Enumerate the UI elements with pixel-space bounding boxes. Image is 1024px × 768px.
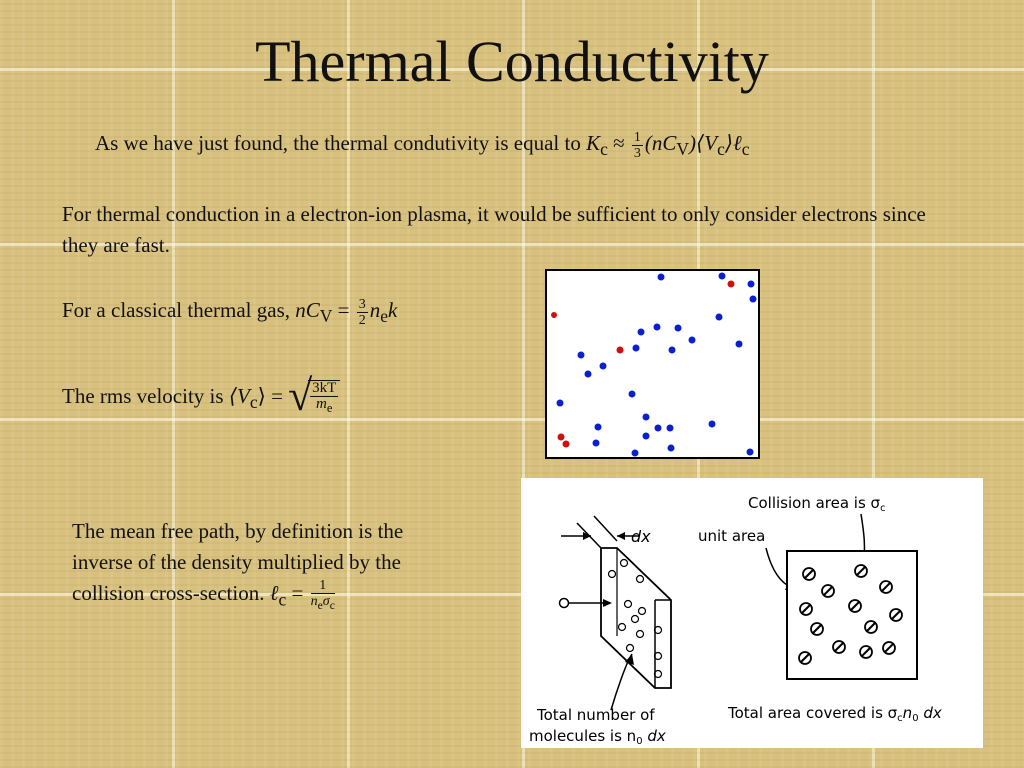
particle-box [545,269,760,459]
collision-area-label: Collision area is $\sigma_c$ [748,494,886,514]
approx-sign: ≈ [613,131,625,155]
dx-label: dx [631,527,651,546]
fraction-one-third: $\frac{1}{3}$ [633,129,641,161]
sub-c: c [600,139,608,160]
total-molecules-line2: molecules is $n_0$ dx [529,727,666,747]
slide-title: Thermal Conductivity [255,29,769,94]
unit-area-label: unit area [698,527,766,545]
term-nCV: (nC [644,131,677,155]
fraction-three-halves: $\frac{3}{2}$ [358,296,366,328]
collision-figure [521,478,983,748]
red-particle-outside [551,312,557,318]
fraction-mean-free-path: $\frac{1}{n_e\sigma_c}$ [310,578,335,612]
square-root: √ $\frac{3kT}{m_e}$ [288,380,340,416]
collision-diagram [521,478,983,748]
var-K: K [586,131,601,155]
total-area-label: Total area covered is $\sigma_cn_0$ dx [728,704,942,724]
plasma-paragraph: For thermal conduction in a electron-ion plasma, it would be sufficient to only consider electrons since they are fast. [62,202,926,257]
mean-free-path-paragraph: The mean free path, by definition is the inverse of the density multiplied by the collision cross-section. ℓ$_c$ = $\frac{1}{n_e\sigma_c}$ [72,519,404,612]
particle-dots [547,271,758,457]
radical-sign: √ [288,371,313,420]
intro-line: As we have just found, the thermal condutivity is equal to $K_c$ ≈ $\frac{1}{3}$ $(nC_V)⟨V_c⟩\ell_c$ [95,129,750,161]
intro-text: As we have just found, the thermal condutivity is equal to [95,131,581,155]
rms-velocity-line: The rms velocity is $⟨V_c⟩$ = √ $\frac{3kT}{m_e}$ [62,380,532,418]
classical-gas-line: For a classical thermal gas, $nC_V$ = $\frac{3}{2}$ $n_ek$ [62,296,398,328]
total-molecules-line1: Total number of [537,706,655,724]
